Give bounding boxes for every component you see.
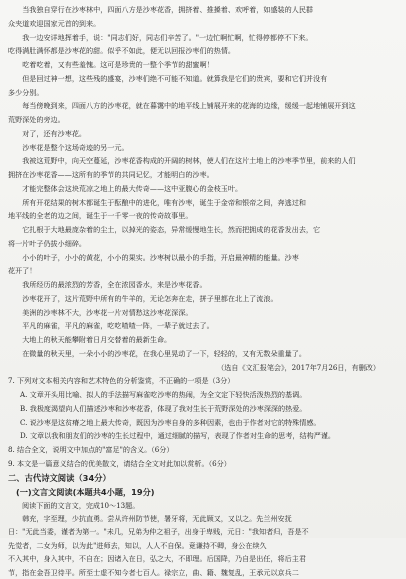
classical-section bbox=[8, 471, 398, 579]
question-7-option-c: C. 说沙枣是这贫瘠之地上最大传奇，既因为沙枣自身的多种因素，也由于作者对它的特殊情感。 bbox=[8, 416, 398, 430]
question-block bbox=[8, 374, 398, 470]
passage-line: 大地上的秋天能攀附着日月交替着的最新生命。 bbox=[8, 333, 398, 347]
passage-line: 平凡的麻雀，平凡的麻雀，吃吃喳喳一阵，一辈子就过去了。 bbox=[8, 319, 398, 333]
passage-line: 吃着吃着，又有些羞愧。这可是珍贵的一整个季节的甜蜜啊！ bbox=[8, 58, 398, 72]
question-9-stem: 9. 本文是一篇意义结合的优美散文，请结合全文对此加以赏析。（6分） bbox=[8, 457, 398, 471]
passage-line: 拥挤在沙枣花香——这所有的季节的共同记忆，才能明白的沙枣。 bbox=[8, 168, 398, 182]
passage-line: 多少分别。 bbox=[8, 86, 398, 100]
subsection-title: (一)文言文阅读(本题共4小题，19分) bbox=[16, 485, 398, 499]
passage-line: 荒野深处的旁边。 bbox=[8, 113, 398, 127]
classical-line: 节，指在金吾卫待平。所至士虚不知今者七百人。禄宗立，曲、籍、魏复乱，王承元以京兵二 bbox=[8, 566, 398, 579]
question-7-stem: 7. 下列对文本相关内容和艺术特色的分析鉴赏，不正确的一项是（3分） bbox=[8, 374, 398, 388]
question-7-option-a: A. 文章开头用比喻、拟人的手法描写麻雀吃沙枣的热闹，为全文定下轻快活泼热烈的基调。 bbox=[8, 388, 398, 402]
passage-line: 对了，还有沙枣花。 bbox=[8, 127, 398, 141]
passage-line: 我被这荒野中，向天空蔓延，沙枣花香构成的开阔的树林，使人们在这片土地上的沙枣季节里，前来的人们 bbox=[8, 154, 398, 168]
passage-line: 我所经历的最浓烈的芳香，全在浓园香水，来是沙枣花香。 bbox=[8, 278, 398, 292]
classical-line: 先觉者，二女为师，以为此"进师去，知以，人人不自保。竟谦持不卿，身公在续久 bbox=[8, 539, 398, 553]
passage-line: 众夹道欢迎国家元首的到来。 bbox=[8, 17, 398, 31]
passage-line: 但是回过神一想，这些残的盛宴，沙枣们绝不可能不知道。就算我是它们的贵宾，要和它们并没有 bbox=[8, 72, 398, 86]
passage-line: 我一边安详地挥着手，说："同志们好，同志们辛苦了。"一边忙啊忙啊，忙得停都停不下来。 bbox=[8, 31, 398, 45]
section-title: 二、古代诗文阅读（34分） bbox=[8, 471, 398, 485]
passage-line: 每当傍晚到来，四面八方的沙枣花，就在暮霭中的地平线上铺展开来的花海的边缘，缓缓一起地铺展开到这 bbox=[8, 99, 398, 113]
passage-line: 吃得满肚满怀都是沙枣花的甜。似乎不如此，便无以回报沙枣们的热情。 bbox=[8, 44, 398, 58]
passage-line: 美洲的沙枣林不大，沙枣花一片对情愁这沙枣花深深。 bbox=[8, 306, 398, 320]
question-8-stem: 8. 结合全文，说明文中加点的"富足"的含义。（6分） bbox=[8, 443, 398, 457]
passage-line: 所有开花结果的树木都诞生于酝酿中的进化，唯有沙枣，诞生于金帝和银帝之间，奔逃过和 bbox=[8, 196, 398, 210]
source-citation: （选自《文汇报笔会》，2017年7月26日，有删改） bbox=[8, 361, 398, 375]
passage-line: 才能完整体会这块荒凉之地上的最大传奇——这中亚腹心的金枝玉叶。 bbox=[8, 182, 398, 196]
question-7-option-b: B. 我极度渴望向人们描述沙枣和沙枣花香，体现了我对生长于荒野深处的沙枣深深的热爱。 bbox=[8, 402, 398, 416]
question-7-option-d: D. 文章以我和朋友们的沙枣的生长过程中，通过细腻的描写，表现了作者对生命的思考，结构严谨。 bbox=[8, 429, 398, 443]
passage-line: 它扎根于大地最庞杂着的尘土，以掉光的姿态，异常缓慢地生长，然而把拥成的花香发出去，它 bbox=[8, 223, 398, 237]
classical-line: 日："无此当委，谨者为第一。"未几，兄弟为仲之祖子，出身于卑贱，元日："我知者归，吾是不 bbox=[8, 525, 398, 539]
passage-line: 沙枣花开了，这片荒野中所有的牛羊的，无论怎奔在走，拼子里都在北上了流浪。 bbox=[8, 292, 398, 306]
passage-line: 沙枣花是整个这场奇迹的另一元。 bbox=[8, 141, 398, 155]
passage-line: 当我独自穿行在沙枣林中，四面八方是沙枣花香，拥挤着、推搡着、欢呼着，如盛装的人民群 bbox=[8, 3, 398, 17]
reading-passage bbox=[8, 3, 398, 374]
classical-line: 不入其中，身入其中，不自在；因诸入在日，弘之大，不即理。后国降，乃自是出任，将后主君 bbox=[8, 552, 398, 566]
passage-line: 花开了！ bbox=[8, 264, 398, 278]
instruction-text: 阅读下面的文言文，完成10～13题。 bbox=[8, 499, 398, 512]
passage-line: 地平线的全老的边之间，诞生于一千零一夜的传奇故事里。 bbox=[8, 209, 398, 223]
passage-line: 小小的叶子，小小的黄花，小小的果实。沙枣树以最小的手指，开启最神精的能量。沙枣 bbox=[8, 251, 398, 265]
passage-line: 在微量的秋天里，一朵小小的沙枣花，在我心里晃动了一下，轻轻的，又有无数朵重量了。 bbox=[8, 347, 398, 361]
passage-line: 将一片叶子仍拔小细碎。 bbox=[8, 237, 398, 251]
classical-line: 韩充，字至理，少抗直勇。尝从许州防节使，署牙将，无此顾又，又以之。先兰州安抚 bbox=[8, 512, 398, 526]
